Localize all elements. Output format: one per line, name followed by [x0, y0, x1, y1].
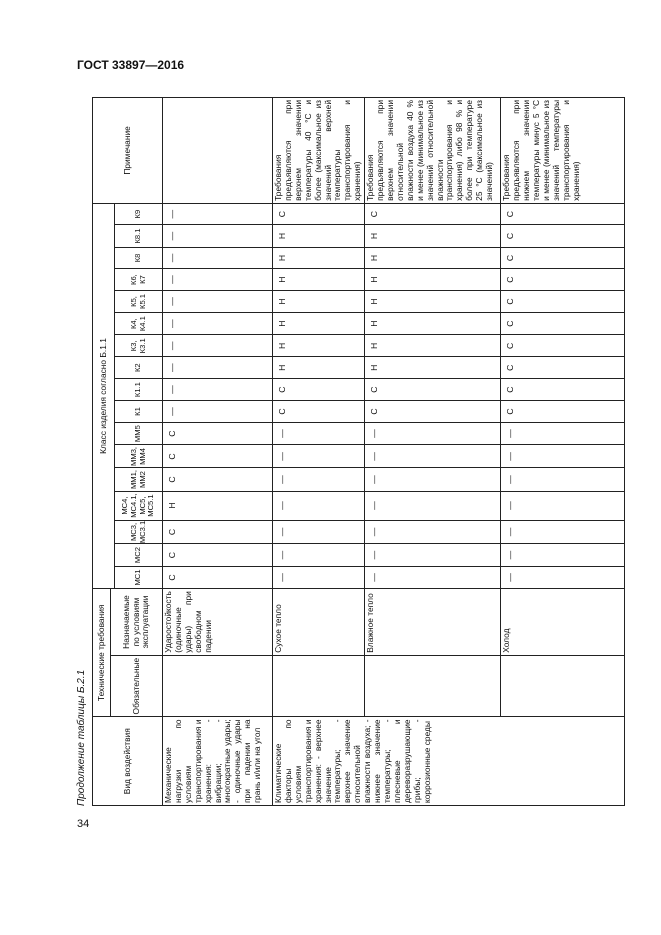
- class-value-cell: С: [163, 566, 273, 588]
- class-header: К1.1: [115, 379, 163, 401]
- class-value-cell: С: [365, 203, 501, 225]
- class-value-cell: —: [501, 491, 625, 520]
- class-header: К8: [115, 247, 163, 269]
- class-value-cell: Н: [365, 313, 501, 335]
- table-row: [273, 98, 365, 806]
- class-value-cell: —: [273, 566, 365, 588]
- class-value-cell: —: [501, 566, 625, 588]
- class-value-cell: С: [501, 401, 625, 423]
- mandatory-cell: [501, 655, 625, 717]
- class-value-cell: —: [163, 313, 273, 335]
- class-value-cell: С: [163, 520, 273, 544]
- class-header: К2: [115, 357, 163, 379]
- class-value-cell: —: [365, 520, 501, 544]
- class-value-cell: С: [163, 422, 273, 445]
- class-value-cell: С: [501, 225, 625, 247]
- class-value-cell: —: [163, 335, 273, 357]
- class-header: ММ3, ММ4: [115, 445, 163, 468]
- class-value-cell: Н: [365, 225, 501, 247]
- table-row: [365, 98, 501, 806]
- class-value-cell: —: [365, 422, 501, 445]
- class-value-cell: —: [163, 247, 273, 269]
- assigned-cell: Ударостойкость (одиночные удары) при свободном падении: [163, 589, 273, 656]
- mandatory-cell: [273, 655, 365, 717]
- assigned-cell: Влажное тепло: [365, 589, 501, 656]
- class-value-cell: С: [501, 379, 625, 401]
- mandatory-cell: [163, 655, 273, 717]
- class-value-cell: —: [163, 269, 273, 291]
- document-header: ГОСТ 33897—2016: [77, 58, 185, 72]
- rotated-table-area: [76, 97, 581, 806]
- class-value-cell: —: [273, 491, 365, 520]
- class-header: К9: [115, 203, 163, 225]
- class-value-cell: С: [365, 379, 501, 401]
- class-value-cell: —: [273, 468, 365, 491]
- class-value-cell: Н: [273, 335, 365, 357]
- class-value-cell: С: [501, 290, 625, 312]
- impact-cell: Механические нагрузки по условиям транспортирования и хранения: - вибрации; - многократные удары; - одиночные удары при падении на грань и/или на угол: [163, 717, 273, 806]
- class-value-cell: —: [163, 225, 273, 247]
- class-value-cell: —: [273, 520, 365, 544]
- class-value-cell: Н: [273, 357, 365, 379]
- class-value-cell: Н: [273, 225, 365, 247]
- class-value-cell: —: [501, 422, 625, 445]
- table-row: [163, 98, 273, 806]
- class-header: К6, К7: [115, 269, 163, 291]
- class-value-cell: С: [273, 401, 365, 423]
- class-header: К4, К4.1: [115, 313, 163, 335]
- header-assigned: Назначаемые по условиям эксплуатации: [111, 589, 163, 656]
- note-cell: [163, 98, 273, 204]
- header-note: Примечание: [93, 98, 163, 204]
- class-value-cell: —: [163, 357, 273, 379]
- class-value-cell: —: [163, 379, 273, 401]
- class-value-cell: —: [273, 445, 365, 468]
- assigned-cell: Холод: [501, 589, 625, 656]
- landscape-content: [76, 97, 581, 806]
- class-value-cell: —: [365, 544, 501, 566]
- class-value-cell: С: [273, 203, 365, 225]
- class-value-cell: Н: [273, 313, 365, 335]
- class-value-cell: —: [273, 544, 365, 566]
- class-value-cell: Н: [365, 269, 501, 291]
- class-header: ММ1, ММ2: [115, 468, 163, 491]
- class-value-cell: —: [501, 468, 625, 491]
- header-tech-requirements: Технические требования: [93, 589, 111, 717]
- class-value-cell: Н: [273, 290, 365, 312]
- class-value-cell: Н: [365, 247, 501, 269]
- class-value-cell: —: [501, 445, 625, 468]
- class-value-cell: С: [501, 335, 625, 357]
- class-value-cell: С: [501, 203, 625, 225]
- class-value-cell: —: [273, 422, 365, 445]
- class-value-cell: С: [163, 445, 273, 468]
- class-header: МС3, МС3.1: [115, 520, 163, 544]
- note-cell: Требования предъявляются при верхнем значении температуры 40 °С и более (максимальное из значений верхней температуры транспортирования и хранения): [273, 98, 365, 204]
- page-number: 34: [77, 818, 90, 830]
- class-value-cell: —: [365, 468, 501, 491]
- class-header: К1: [115, 401, 163, 423]
- class-header: К3, К3.1: [115, 335, 163, 357]
- class-value-cell: —: [365, 445, 501, 468]
- class-header: МС2: [115, 544, 163, 566]
- class-value-cell: —: [163, 203, 273, 225]
- class-value-cell: Н: [365, 335, 501, 357]
- class-value-cell: —: [365, 491, 501, 520]
- header-mandatory: Обязательные: [111, 655, 163, 717]
- class-value-cell: —: [163, 290, 273, 312]
- class-value-cell: С: [501, 269, 625, 291]
- note-cell: Требования предъявляются при нижнем значении температуры минус 5 °С и менее (минимальное из значений температуры транспортирования и хранения): [501, 98, 625, 204]
- class-value-cell: Н: [273, 247, 365, 269]
- class-value-cell: С: [163, 468, 273, 491]
- table-row: [501, 98, 625, 806]
- class-value-cell: С: [501, 357, 625, 379]
- class-value-cell: —: [163, 401, 273, 423]
- class-value-cell: —: [501, 520, 625, 544]
- class-header: ММ5: [115, 422, 163, 445]
- class-header: К8.1: [115, 225, 163, 247]
- class-value-cell: Н: [365, 357, 501, 379]
- mandatory-cell: [365, 655, 501, 717]
- class-value-cell: С: [273, 379, 365, 401]
- class-header: МС1: [115, 566, 163, 588]
- impact-cell: Климатические факторы по условиям транспортирования и хранения: - верхнее значение температуры; - верхнее значение относительной влажности воздуха; - нижнее значение температуры; - плесневые и дереворазрушающие грибы; - коррозионные среды: [273, 717, 625, 806]
- class-value-cell: С: [365, 401, 501, 423]
- header-class-group: Класс изделия согласно Б.1.1: [93, 203, 115, 588]
- class-value-cell: —: [501, 544, 625, 566]
- class-value-cell: С: [163, 544, 273, 566]
- note-cell: Требования предъявляются при верхнем значении относительной влажности воздуха 40 % и менее (минимальное из значений относительной влажности транспортирования и хранения) либо 98 % и более при температуре 25 °С (максимальное из значений): [365, 98, 501, 204]
- header-impact: Вид воздействия: [93, 717, 163, 806]
- class-value-cell: Н: [365, 290, 501, 312]
- class-header: МС4, МС4.1, МС5, МС5.1: [115, 491, 163, 520]
- assigned-cell: Сухое тепло: [273, 589, 365, 656]
- class-value-cell: С: [501, 247, 625, 269]
- class-header: К5, К5.1: [115, 290, 163, 312]
- class-value-cell: —: [365, 566, 501, 588]
- table-caption: Продолжение таблицы Б.2.1: [76, 669, 87, 806]
- class-value-cell: С: [501, 313, 625, 335]
- class-value-cell: Н: [273, 269, 365, 291]
- class-value-cell: Н: [163, 491, 273, 520]
- requirements-table: [92, 97, 625, 806]
